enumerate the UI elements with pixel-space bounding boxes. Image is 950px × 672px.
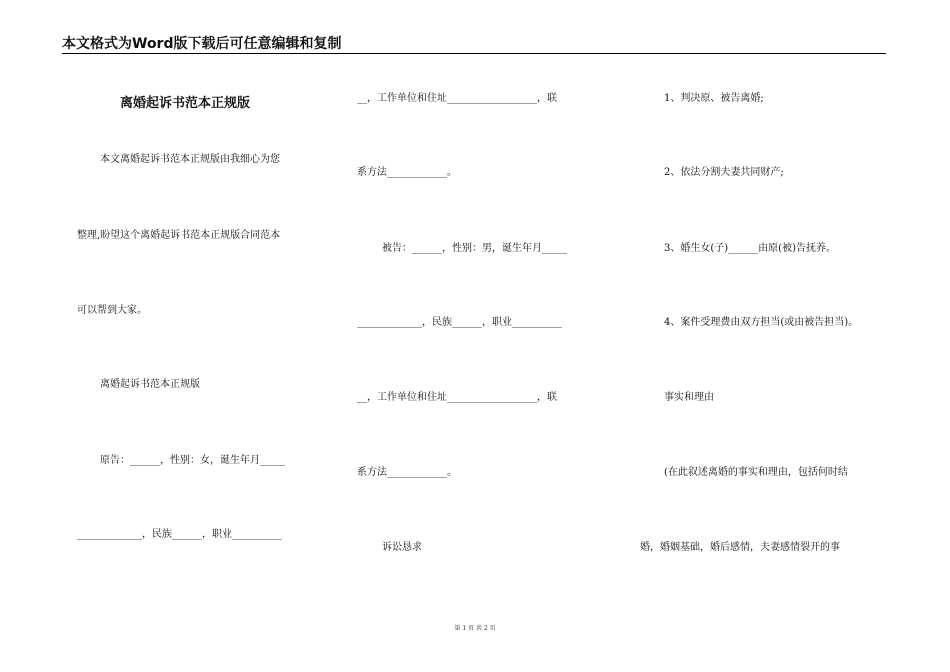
- paragraph-line: 4、案件受理费由双方担当(或由被告担当)。: [664, 317, 859, 328]
- paragraph-line: (在此叙述离婚的事实和理由，包括何时结: [664, 467, 848, 478]
- paragraph-line: 系方法____________。: [357, 467, 457, 478]
- section-heading: 离婚起诉书范本正规版: [100, 379, 200, 390]
- paragraph-line: _____________，民族______，职业__________: [357, 317, 562, 328]
- paragraph-line: __，工作单位和住址__________________，联: [357, 392, 557, 403]
- paragraph-line: 被告：______，性别：男，诞生年月_____: [382, 243, 567, 254]
- paragraph-line: 整理,盼望这个离婚起诉书范本正规版合同范本: [77, 230, 281, 241]
- paragraph-line: 本文离婚起诉书范本正规版由我细心为您: [100, 154, 280, 165]
- paragraph-line: _____________，民族______，职业__________: [77, 529, 282, 540]
- document-title: 离婚起诉书范本正规版: [120, 96, 251, 111]
- section-heading: 事实和理由: [664, 392, 714, 403]
- paragraph-line: __，工作单位和住址__________________，联: [357, 93, 557, 104]
- header-rule: [62, 53, 886, 54]
- paragraph-line: 1、判决原、被告离婚;: [664, 93, 764, 104]
- page-header: 本文格式为Word版下载后可任意编辑和复制: [62, 36, 342, 52]
- section-heading: 诉讼恳求: [382, 542, 422, 553]
- page-footer: 第 1 页 共 2 页: [454, 625, 496, 632]
- paragraph-line: 可以帮到大家。: [77, 305, 147, 316]
- paragraph-line: 原告：______，性别：女，诞生年月_____: [100, 455, 285, 466]
- paragraph-line: 2、依法分割夫妻共同财产;: [664, 167, 784, 178]
- paragraph-line: 婚，婚姻基础，婚后感情，夫妻感情裂开的事: [640, 542, 840, 553]
- paragraph-line: 系方法____________。: [357, 167, 457, 178]
- paragraph-line: 3、婚生女(子)______由原(被)告抚养。: [664, 243, 836, 254]
